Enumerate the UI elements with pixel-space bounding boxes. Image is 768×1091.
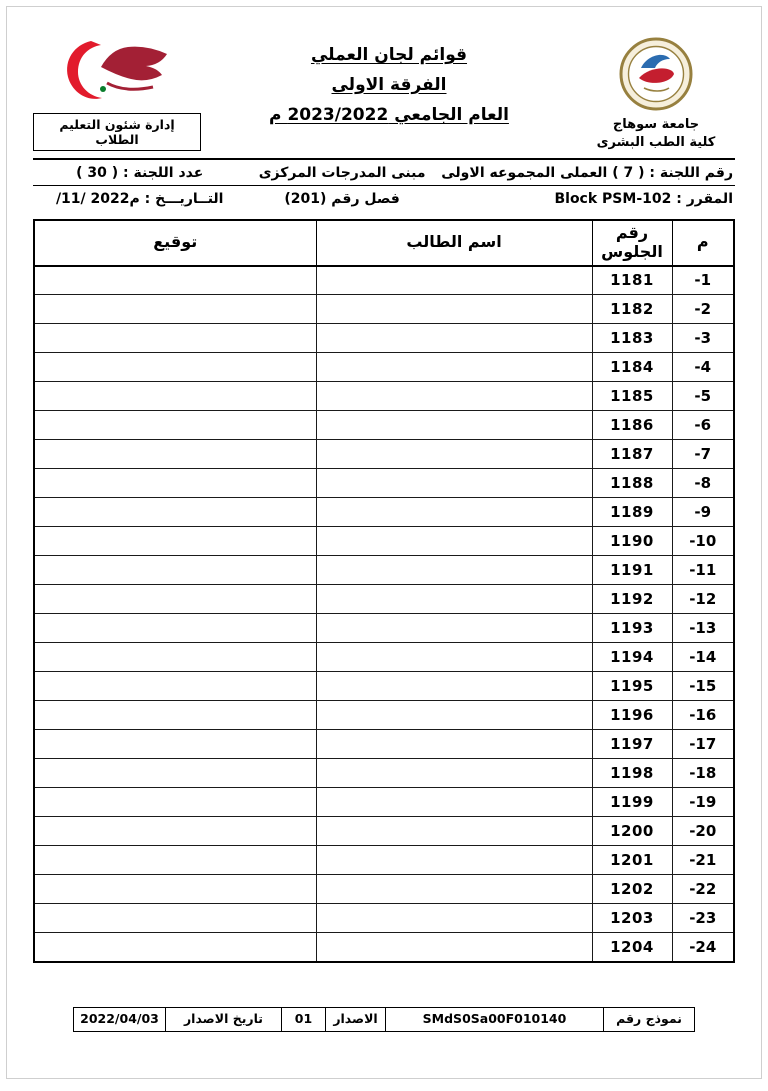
row-number-cell: -18 (672, 759, 734, 788)
seat-number-cell: 1184 (592, 353, 672, 382)
col-header-name: اسم الطالب (316, 220, 592, 266)
student-name-cell (316, 846, 592, 875)
student-name-cell (316, 469, 592, 498)
col-header-seat (592, 220, 672, 266)
building-name: مبنى المدرجات المركزى (258, 164, 426, 181)
row-number-cell: -22 (672, 875, 734, 904)
seat-number-cell: 1204 (592, 933, 672, 962)
university-seal-block (577, 35, 735, 152)
table-row (34, 266, 734, 295)
committee-number: رقم اللجنة : ( 7 ) العملى المجموعه الاولى (441, 164, 733, 181)
signature-cell (34, 817, 316, 846)
student-table-body (34, 266, 734, 962)
seat-number-cell: 1192 (592, 585, 672, 614)
row-number-cell: -8 (672, 469, 734, 498)
signature-cell (34, 933, 316, 962)
row-number-cell: -9 (672, 498, 734, 527)
table-row (34, 295, 734, 324)
col-header-seat-line1: رقم (615, 223, 649, 243)
signature-cell (34, 759, 316, 788)
student-name-cell (316, 672, 592, 701)
signature-cell (34, 295, 316, 324)
row-number-cell: -23 (672, 904, 734, 933)
table-row (34, 701, 734, 730)
document-page (6, 6, 762, 1079)
row-number-cell: -12 (672, 585, 734, 614)
university-name: جامعة سوهاج (612, 117, 700, 132)
table-row (34, 643, 734, 672)
seat-number-cell: 1197 (592, 730, 672, 759)
student-name-cell (316, 643, 592, 672)
row-number-cell: -21 (672, 846, 734, 875)
header (33, 35, 735, 152)
signature-cell (34, 875, 316, 904)
signature-cell (34, 904, 316, 933)
table-row (34, 788, 734, 817)
row-number-cell: -24 (672, 933, 734, 962)
row-number-cell: -4 (672, 353, 734, 382)
row-number-cell: -5 (672, 382, 734, 411)
seat-number-cell: 1194 (592, 643, 672, 672)
table-row (34, 933, 734, 962)
admin-office-label: إدارة شئون التعليم الطلاب (33, 113, 201, 151)
row-number-cell: -10 (672, 527, 734, 556)
seat-number-cell: 1186 (592, 411, 672, 440)
signature-cell (34, 440, 316, 469)
room-number: فصل رقم (201) (284, 190, 400, 207)
row-number-cell: -17 (672, 730, 734, 759)
student-name-cell (316, 933, 592, 962)
seat-number-cell: 1200 (592, 817, 672, 846)
faculty-name: كلية الطب البشرى (596, 135, 716, 151)
issue-date-label: تاريخ الاصدار (165, 1007, 281, 1032)
signature-cell (34, 382, 316, 411)
signature-cell (34, 266, 316, 295)
signature-cell (34, 585, 316, 614)
signature-cell (34, 556, 316, 585)
table-row (34, 440, 734, 469)
exam-date-value: /11/ 2022م (55, 190, 140, 207)
student-name-cell (316, 324, 592, 353)
table-row (34, 556, 734, 585)
student-roster-table (33, 219, 735, 963)
crescent-logo-icon (57, 92, 177, 111)
seat-number-cell: 1203 (592, 904, 672, 933)
exam-date (35, 191, 244, 207)
seat-number-cell: 1189 (592, 498, 672, 527)
seat-number-cell: 1187 (592, 440, 672, 469)
col-header-number: م (672, 220, 734, 266)
row-number-cell: -20 (672, 817, 734, 846)
signature-cell (34, 411, 316, 440)
row-number-cell: -7 (672, 440, 734, 469)
seat-number-cell: 1199 (592, 788, 672, 817)
table-row (34, 672, 734, 701)
crescent-logo-block (33, 35, 201, 151)
seat-number-cell: 1190 (592, 527, 672, 556)
signature-cell (34, 527, 316, 556)
row-number-cell: -13 (672, 614, 734, 643)
table-header (34, 220, 734, 266)
col-header-signature: توقيع (34, 220, 316, 266)
row-number-cell: -1 (672, 266, 734, 295)
form-number-label: نموذج رقم (603, 1007, 695, 1032)
row-number-cell: -19 (672, 788, 734, 817)
row-number-cell: -14 (672, 643, 734, 672)
issue-number: 01 (281, 1007, 325, 1032)
seat-number-cell: 1185 (592, 382, 672, 411)
student-name-cell (316, 411, 592, 440)
signature-cell (34, 788, 316, 817)
table-row (34, 382, 734, 411)
info-row-2 (33, 186, 735, 211)
signature-cell (34, 353, 316, 382)
student-name-cell (316, 817, 592, 846)
signature-cell (34, 846, 316, 875)
seat-number-cell: 1198 (592, 759, 672, 788)
student-name-cell (316, 353, 592, 382)
seat-number-cell: 1202 (592, 875, 672, 904)
student-name-cell (316, 788, 592, 817)
signature-cell (34, 730, 316, 759)
student-name-cell (316, 266, 592, 295)
table-row (34, 875, 734, 904)
table-row (34, 353, 734, 382)
signature-cell (34, 672, 316, 701)
table-row (34, 411, 734, 440)
form-number-code: SMdS0Sa00F010140 (385, 1007, 603, 1032)
student-name-cell (316, 904, 592, 933)
signature-cell (34, 701, 316, 730)
footer-form-strip (73, 1007, 695, 1032)
student-name-cell (316, 382, 592, 411)
student-name-cell (316, 556, 592, 585)
page-title: قوائم لجان العملي (310, 45, 468, 65)
seat-number-cell: 1182 (592, 295, 672, 324)
student-name-cell (316, 730, 592, 759)
student-name-cell (316, 585, 592, 614)
table-row (34, 846, 734, 875)
page-subtitle-year: العام الجامعي 2023/2022 م (269, 104, 509, 125)
seat-number-cell: 1188 (592, 469, 672, 498)
row-number-cell: -3 (672, 324, 734, 353)
seat-number-cell: 1193 (592, 614, 672, 643)
seat-number-cell: 1201 (592, 846, 672, 875)
table-row (34, 614, 734, 643)
signature-cell (34, 643, 316, 672)
student-name-cell (316, 295, 592, 324)
student-name-cell (316, 701, 592, 730)
student-name-cell (316, 527, 592, 556)
exam-date-label: التــاريـــخ : (144, 190, 224, 207)
table-row (34, 730, 734, 759)
issue-label: الاصدار (325, 1007, 385, 1032)
table-row (34, 527, 734, 556)
course-code: المقرر : Block PSM-102 (554, 190, 733, 207)
student-name-cell (316, 614, 592, 643)
row-number-cell: -15 (672, 672, 734, 701)
col-header-seat-line2: الجلوس (601, 241, 663, 261)
signature-cell (34, 614, 316, 643)
page-subtitle-grade: الفرقة الاولى (331, 74, 447, 95)
signature-cell (34, 469, 316, 498)
university-seal-icon (619, 37, 693, 115)
student-name-cell (316, 498, 592, 527)
row-number-cell: -2 (672, 295, 734, 324)
seat-number-cell: 1181 (592, 266, 672, 295)
table-row (34, 817, 734, 846)
table-row (34, 585, 734, 614)
seat-number-cell: 1196 (592, 701, 672, 730)
table-row (34, 324, 734, 353)
row-number-cell: -16 (672, 701, 734, 730)
document-title-block (201, 35, 577, 130)
student-name-cell (316, 440, 592, 469)
signature-cell (34, 498, 316, 527)
issue-date-value: 2022/04/03 (73, 1007, 165, 1032)
seat-number-cell: 1183 (592, 324, 672, 353)
seat-number-cell: 1195 (592, 672, 672, 701)
student-name-cell (316, 759, 592, 788)
table-row (34, 904, 734, 933)
seat-number-cell: 1191 (592, 556, 672, 585)
signature-cell (34, 324, 316, 353)
table-row (34, 469, 734, 498)
table-row (34, 759, 734, 788)
row-number-cell: -6 (672, 411, 734, 440)
table-row (34, 498, 734, 527)
info-row-1 (33, 160, 735, 185)
committee-size: عدد اللجنة : ( 30 ) (76, 164, 204, 181)
row-number-cell: -11 (672, 556, 734, 585)
student-name-cell (316, 875, 592, 904)
